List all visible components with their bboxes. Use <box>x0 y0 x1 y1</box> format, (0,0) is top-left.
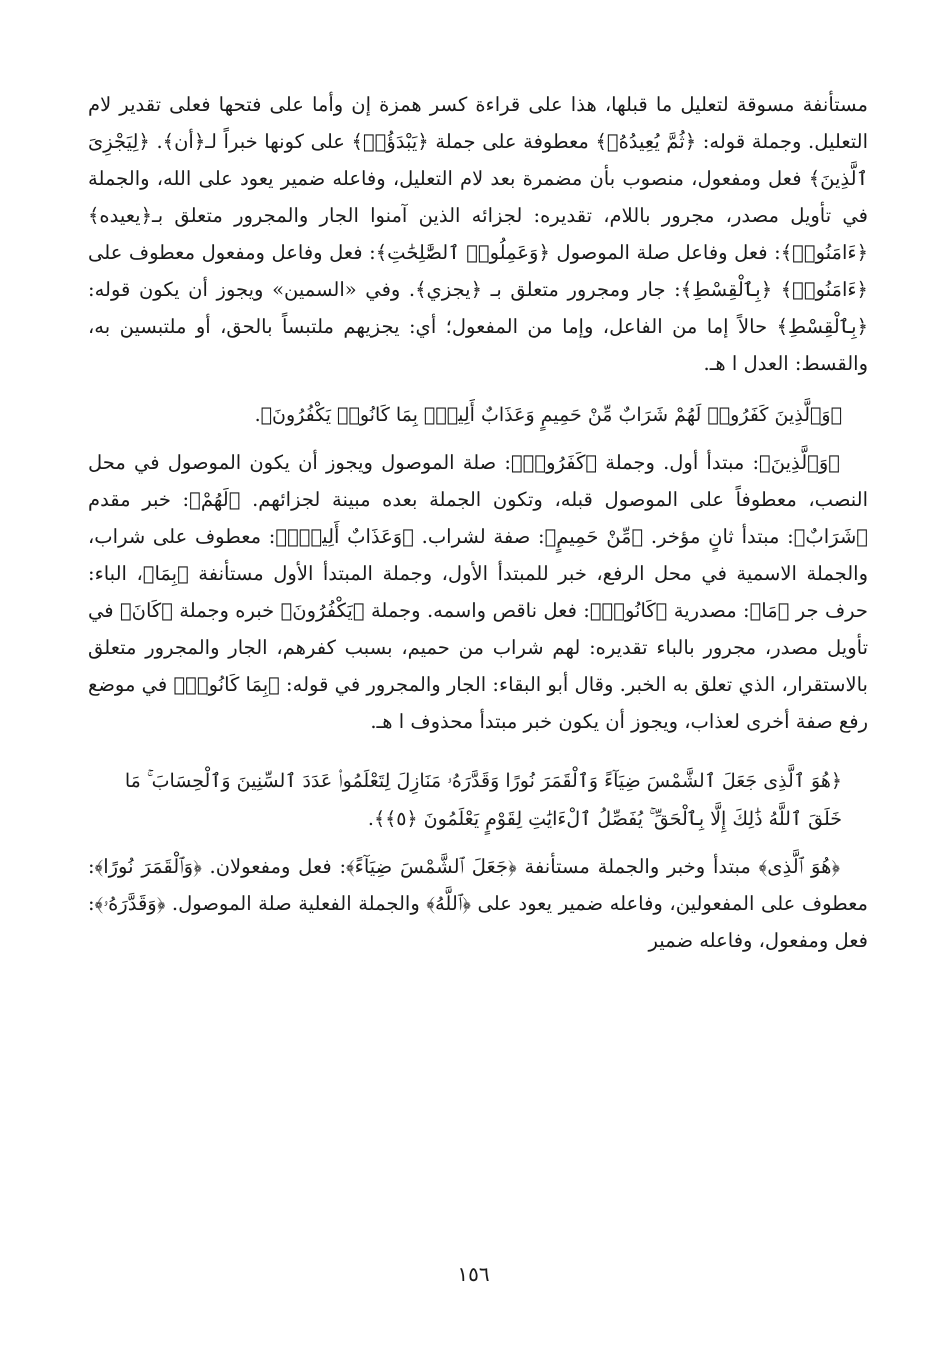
quran-verse-2: ﴿هُوَ ٱلَّذِى جَعَلَ ٱلشَّمْسَ ضِيَآءً وَٱلْقَمَرَ نُورًا وَقَدَّرَهُۥ مَنَازِلَ لِتَعْلَمُوا۟ عَدَدَ ٱلسِّنِينَ وَٱلْحِسَابَ ۚ مَا خَلَقَ ٱللَّهُ ذَٰلِكَ إِلَّا بِٱلْحَقِّ ۚ يُفَصِّلُ ٱلْءَايَٰتِ لِقَوْمٍ يَعْلَمُونَ ﴿٥﴾﴾. <box>124 770 842 830</box>
page-body <box>88 86 868 959</box>
paragraph-1: مستأنفة مسوقة لتعليل ما قبلها، هذا على قراءة كسر همزة إن وأما على فتحها فعلى تقدير لام التعليل. وجملة قوله: ﴿ثُمَّ يُعِيدُهُۥ﴾ معطوفة على جملة ﴿يَبْدَؤُا۟﴾ على كونها خبراً لـ﴿أن﴾. ﴿لِيَجْزِىَ ٱلَّذِينَ﴾ فعل ومفعول، منصوب بأن مضمرة بعد لام التعليل، وفاعله ضمير يعود على الله، والجملة في تأويل مصدر، مجرور باللام، تقديره: لجزائه الذين آمنوا الجار والمجرور متعلق بـ﴿يعيده﴾ ﴿ءَامَنُوا۟﴾: فعل وفاعل صلة الموصول ﴿وَعَمِلُوا۟ ٱلصَّٰلِحَٰتِ﴾: فعل وفاعل ومفعول معطوف على ﴿ءَامَنُوا۟﴾ ﴿بِٱلْقِسْطِ﴾: جار ومجرور متعلق بـ ﴿يجزي﴾. وفي «السمين» ويجوز أن يكون قوله: ﴿بِٱلْقِسْطِ﴾ حالاً إما من الفاعل، وإما من المفعول؛ أي: يجزيهم ملتبساً بالحق، أو ملتبسين به، والقسط: العدل ا هـ. <box>88 93 868 375</box>
paragraph-3: ﴿هُوَ ٱلَّذِى﴾ مبتدأ وخبر والجملة مستأنفة ﴿جَعَلَ ٱلشَّمْسَ ضِيَآءً﴾: فعل ومفعولان. ﴿وَٱلْقَمَرَ نُورًا﴾: معطوف على المفعولين، وفاعله ضمير يعود على ﴿ٱللَّهُ﴾ والجملة الفعلية صلة الموصول. ﴿وَقَدَّرَهُۥ﴾: فعل ومفعول، وفاعله ضمير <box>88 855 868 952</box>
page-number: ١٥٦ <box>457 1262 490 1286</box>
paragraph-2: ﴿وَٱلَّذِينَ﴾: مبتدأ أول. وجملة ﴿كَفَرُوا۟﴾: صلة الموصول ويجوز أن يكون الموصول في محل النصب، معطوفاً على الموصول قبله، وتكون الجملة بعده مبينة لجزائهم. ﴿لَهُمْ﴾: خبر مقدم ﴿شَرَابٌ﴾: مبتدأ ثانٍ مؤخر. ﴿مِّنْ حَمِيمٍ﴾: صفة لشراب. ﴿وَعَذَابٌ أَلِيمٌۢ﴾: معطوف على شراب، والجملة الاسمية في محل الرفع، خبر للمبتدأ الأول، وجملة المبتدأ الأول مستأنفة ﴿بِمَا﴾، الباء: حرف جر ﴿مَا﴾: مصدرية ﴿كَانُوا۟﴾: فعل ناقص واسمه. وجملة ﴿يَكْفُرُونَ﴾ خبره وجملة ﴿كَانَ﴾ في تأويل مصدر، مجرور بالباء تقديره: لهم شراب من حميم، بسبب كفرهم، الجار والمجرور متعلق بالاستقرار، الذي تعلق به الخبر. وقال أبو البقاء: الجار والمجرور في قوله: ﴿بِمَا كَانُوا۟﴾ في موضع رفع صفة أخرى لعذاب، ويجوز أن يكون خبر مبتدأ محذوف ا هـ. <box>88 451 868 733</box>
spacer <box>88 740 868 748</box>
quran-verse-1: ﴿وَٱلَّذِينَ كَفَرُوا۟ لَهُمْ شَرَابٌ مِّنْ حَمِيمٍ وَعَذَابٌ أَلِيمٌۢ بِمَا كَانُوا۟ يَكْفُرُونَ﴾. <box>254 404 842 426</box>
